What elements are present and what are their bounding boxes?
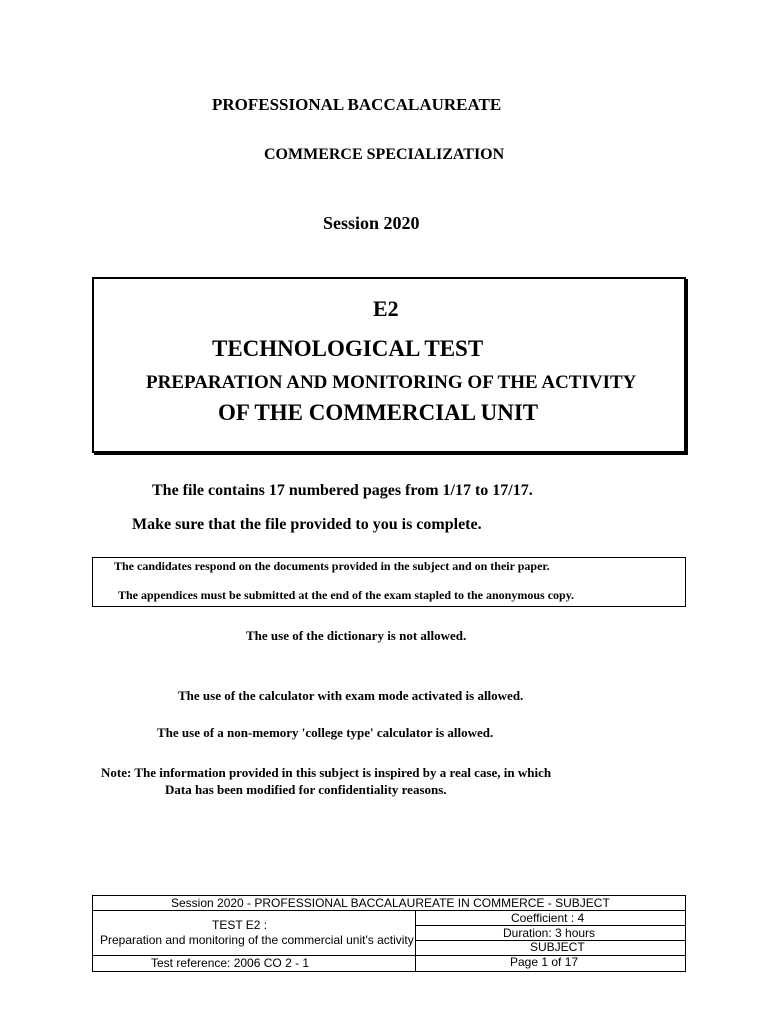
- footer-table: [92, 895, 686, 972]
- instructions-line1: The candidates respond on the documents provided in the subject and on their paper.: [114, 559, 550, 573]
- exam-code: E2: [373, 296, 399, 321]
- file-check-info: Make sure that the file provided to you is complete.: [132, 516, 482, 533]
- test-name: TECHNOLOGICAL TEST: [212, 336, 484, 361]
- program-title: PROFESSIONAL BACCALAUREATE: [212, 95, 502, 114]
- dictionary-rule: The use of the dictionary is not allowed.: [246, 628, 467, 643]
- footer-test-label: TEST E2 :: [212, 918, 268, 932]
- footer-test-desc: Preparation and monitoring of the commercial unit's activity: [100, 933, 414, 947]
- subtitle-line2: OF THE COMMERCIAL UNIT: [218, 400, 539, 425]
- footer-session: Session 2020 - PROFESSIONAL BACCALAUREATE IN COMMERCE - SUBJECT: [171, 896, 610, 910]
- footer-coefficient: Coefficient : 4: [511, 911, 585, 925]
- session-title: Session 2020: [323, 213, 420, 233]
- calculator-college-rule: The use of a non-memory 'college type' calculator is allowed.: [157, 725, 494, 740]
- footer-row-divider: [93, 910, 685, 911]
- footer-page: Page 1 of 17: [510, 955, 579, 969]
- note-line2: Data has been modified for confidentiality reasons.: [165, 782, 447, 797]
- subtitle-line1: PREPARATION AND MONITORING OF THE ACTIVITY: [146, 372, 637, 393]
- note-line1: Note: The information provided in this subject is inspired by a real case, in which: [101, 765, 552, 780]
- footer-subject: SUBJECT: [530, 940, 585, 954]
- file-pages-info: The file contains 17 numbered pages from 1/17 to 17/17.: [152, 482, 533, 499]
- specialization-title: COMMERCE SPECIALIZATION: [264, 146, 505, 163]
- footer-reference: Test reference: 2006 CO 2 - 1: [151, 956, 310, 970]
- instructions-line2: The appendices must be submitted at the end of the exam stapled to the anonymous copy.: [118, 588, 575, 602]
- calculator-exam-rule: The use of the calculator with exam mode activated is allowed.: [178, 688, 524, 703]
- footer-duration: Duration: 3 hours: [503, 926, 596, 940]
